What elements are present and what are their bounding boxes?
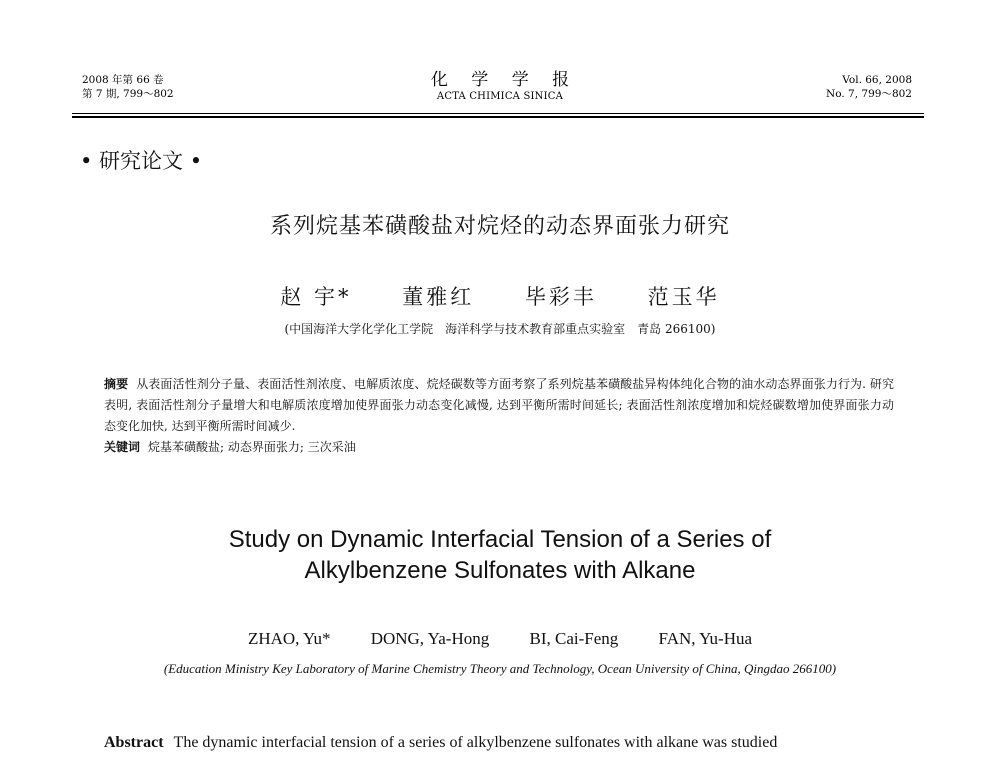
- abstract-cn-block: [104, 374, 894, 458]
- paper-title-cn: 系列烷基苯磺酸盐对烷烃的动态界面张力研究: [269, 214, 730, 239]
- author-cn: 毕彩丰: [524, 285, 597, 309]
- author-en: FAN, Yu-Hua: [658, 629, 753, 648]
- author-cn: 赵 宇*: [280, 285, 352, 309]
- journal-name-en: ACTA CHIMICA SINICA: [436, 91, 564, 102]
- abstract-en: [104, 733, 904, 753]
- header-volume-en: Vol. 66, 2008: [842, 74, 912, 86]
- keywords-label-cn: 关键词: [104, 440, 141, 454]
- author-cn: 董雅红: [402, 285, 475, 309]
- author-en: ZHAO, Yu*: [247, 629, 331, 648]
- paper-title-en-line2: Alkylbenzene Sulfonates with Alkane: [304, 557, 696, 584]
- header-pages-cn: 第 7 期, 799～802: [82, 88, 174, 100]
- affiliation-cn: (中国海洋大学化学化工学院 海洋科学与技术教育部重点实验室 青岛 266100): [284, 322, 716, 336]
- affiliation-en: (Education Ministry Key Laboratory of Marine Chemistry Theory and Technology, Ocean University of China, Qingdao 266100): [163, 661, 837, 676]
- header-volume-cn: 2008 年第 66 卷: [82, 74, 164, 86]
- header-issue-info-en: [826, 73, 912, 101]
- journal-name-cn: 化 学 学 报: [430, 70, 579, 90]
- keywords-text-cn: 烷基苯磺酸盐; 动态界面张力; 三次采油: [148, 440, 356, 454]
- abstract-text-cn: 从表面活性剂分子量、表面活性剂浓度、电解质浓度、烷烃碳数等方面考察了系列烷基苯磺酸盐异构体纯化合物的油水动态界面张力行为. 研究表明, 表面活性剂分子量增大和电解质浓度增加使界面张力动态变化减慢, 达到平衡所需时间延长; 表面活性剂浓度增加和烷烃碳数增加使界面张力动态变化加快, 达到平衡所需时间减少.: [104, 377, 894, 433]
- header-pages-en: No. 7, 799～802: [826, 88, 912, 100]
- keywords-cn: [104, 437, 894, 458]
- paper-title-en: [0, 524, 1000, 586]
- header-rule-thick: [72, 116, 924, 118]
- section-label: • 研究论文 •: [80, 149, 203, 173]
- author-en: BI, Cai-Feng: [529, 629, 619, 648]
- abstract-label-en: Abstract: [104, 734, 164, 751]
- paper-title-en-line1: Study on Dynamic Interfacial Tension of a Series of: [228, 526, 772, 553]
- abstract-text-en: The dynamic interfacial tension of a series of alkylbenzene sulfonates with alkane was studied: [173, 734, 778, 751]
- abstract-cn: [104, 374, 894, 437]
- author-list-en: [0, 629, 1000, 649]
- author-list-cn: [0, 284, 1000, 310]
- abstract-label-cn: 摘要: [104, 377, 129, 391]
- author-en: DONG, Ya-Hong: [370, 629, 490, 648]
- header-rule-thin: [72, 113, 924, 114]
- author-cn: 范玉华: [647, 285, 720, 309]
